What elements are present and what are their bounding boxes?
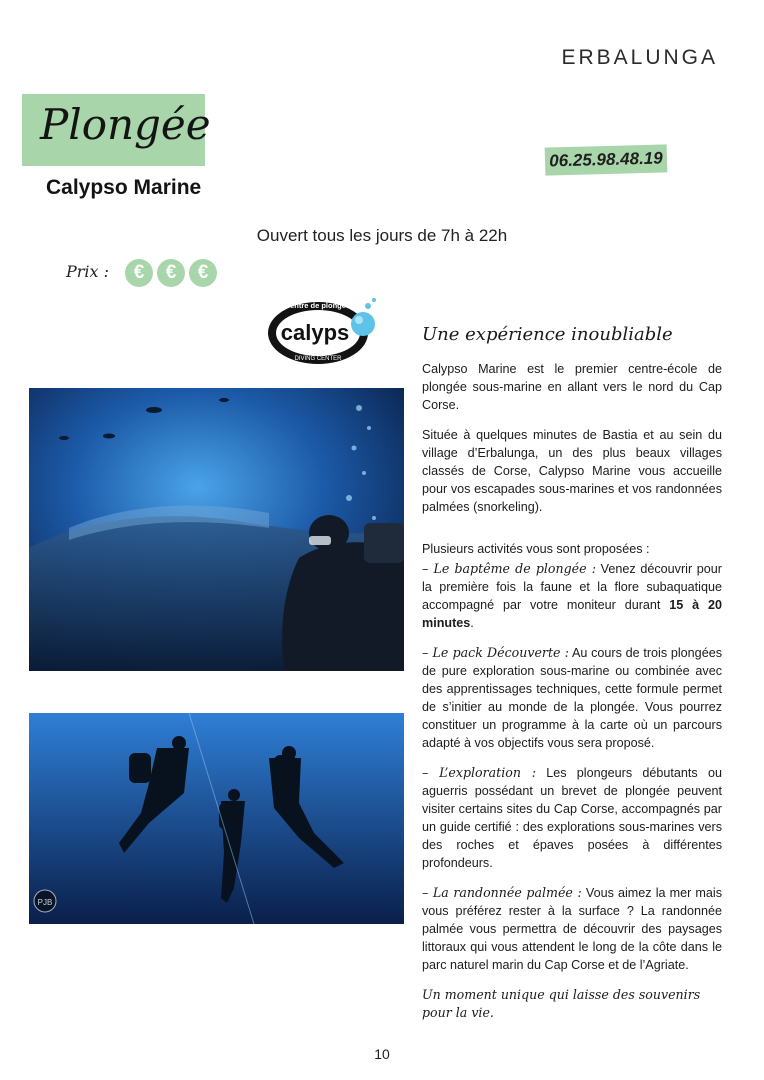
activity-title: – L’exploration : bbox=[422, 765, 536, 780]
logo-bottom-text: DIVING CENTER bbox=[294, 356, 342, 362]
logo-top-text: centre de plongée bbox=[285, 301, 351, 310]
watermark-icon bbox=[34, 890, 56, 912]
euro-icon: € bbox=[157, 259, 185, 287]
activity-title: – Le pack Découverte : bbox=[422, 645, 569, 660]
category-title: Plongée bbox=[40, 100, 211, 149]
page-number: 10 bbox=[374, 1046, 390, 1062]
article-heading: Une expérience inoubliable bbox=[422, 324, 673, 345]
activity-item bbox=[422, 644, 722, 752]
activity-item bbox=[422, 560, 722, 632]
activities-intro: Plusieurs activités vous sont proposées : bbox=[422, 542, 650, 556]
article-column bbox=[422, 326, 722, 1022]
diver-reef-photo bbox=[29, 388, 404, 671]
divers-silhouette-photo bbox=[29, 713, 404, 924]
bubble-icon bbox=[365, 303, 371, 309]
activity-text: Vous aimez la mer mais vous préférez rester à la surface ? La randonnée palmée vous permettra de découvrir des paysages littoraux qui vous attendent le long de la côte dans le parc naturel marin du Cap Corse et de l’Agriate. bbox=[422, 886, 723, 972]
intro-paragraph-2: Située à quelques minutes de Bastia et au sein du village d’Erbalunga, un des plus beaux villages classés de Corse, Calypso Marine vous accueille pour vos escapades sous-marines et vos randonnées palmées (snorkeling). bbox=[422, 428, 722, 514]
business-name: Calypso Marine bbox=[46, 176, 202, 199]
activity-text: Venez découvrir pour la première fois la faune et la flore subaquatique accompagné par votre moniteur durant bbox=[422, 562, 722, 612]
spacer bbox=[422, 528, 722, 540]
closing-line: Un moment unique qui laisse des souvenirs pour la vie. bbox=[422, 987, 701, 1020]
activity-title: – La randonnée palmée : bbox=[422, 885, 582, 900]
intro-paragraph: Calypso Marine est le premier centre-école de plongée sous-marine en allant vers le nord du Cap Corse. bbox=[422, 362, 722, 412]
euro-icon: € bbox=[189, 259, 217, 287]
bubble-highlight bbox=[355, 316, 363, 324]
activity-tail: . bbox=[470, 616, 474, 630]
calypso-logo bbox=[267, 296, 379, 366]
phone-number[interactable]: 06.25.98.48.19 bbox=[545, 144, 668, 175]
town-name: ERBALUNGA bbox=[561, 46, 718, 69]
opening-hours: Ouvert tous les jours de 7h à 22h bbox=[256, 226, 508, 245]
activity-text: Au cours de trois plongées de pure exploration sous-marine ou combinée avec des apprentissages techniques, cette formule permet de s’initier au monde de la plongée. Vous pourrez constituer un programme à la carte où un parcours adapté à vos objectifs vous sera proposé. bbox=[422, 646, 722, 750]
bubble-icon bbox=[351, 312, 375, 336]
activity-text: Les plongeurs débutants ou aguerris possédant un brevet de plongée peuvent visiter certains sites du Cap Corse, accompagnés par un guide certifié : des explorations sous-marines vers des roches et épaves posées à différentes profondeurs. bbox=[422, 766, 722, 870]
activity-item bbox=[422, 764, 722, 872]
activity-title: – Le baptême de plongée : bbox=[422, 561, 596, 576]
price-label: Prix : bbox=[66, 262, 110, 281]
activity-item bbox=[422, 884, 722, 974]
euro-icon: € bbox=[125, 259, 153, 287]
activity-duration: 15 à 20 minutes bbox=[422, 598, 723, 630]
logo-name: calyps bbox=[280, 320, 350, 345]
bubble-icon bbox=[372, 298, 376, 302]
watermark-text: PJB bbox=[37, 898, 53, 907]
